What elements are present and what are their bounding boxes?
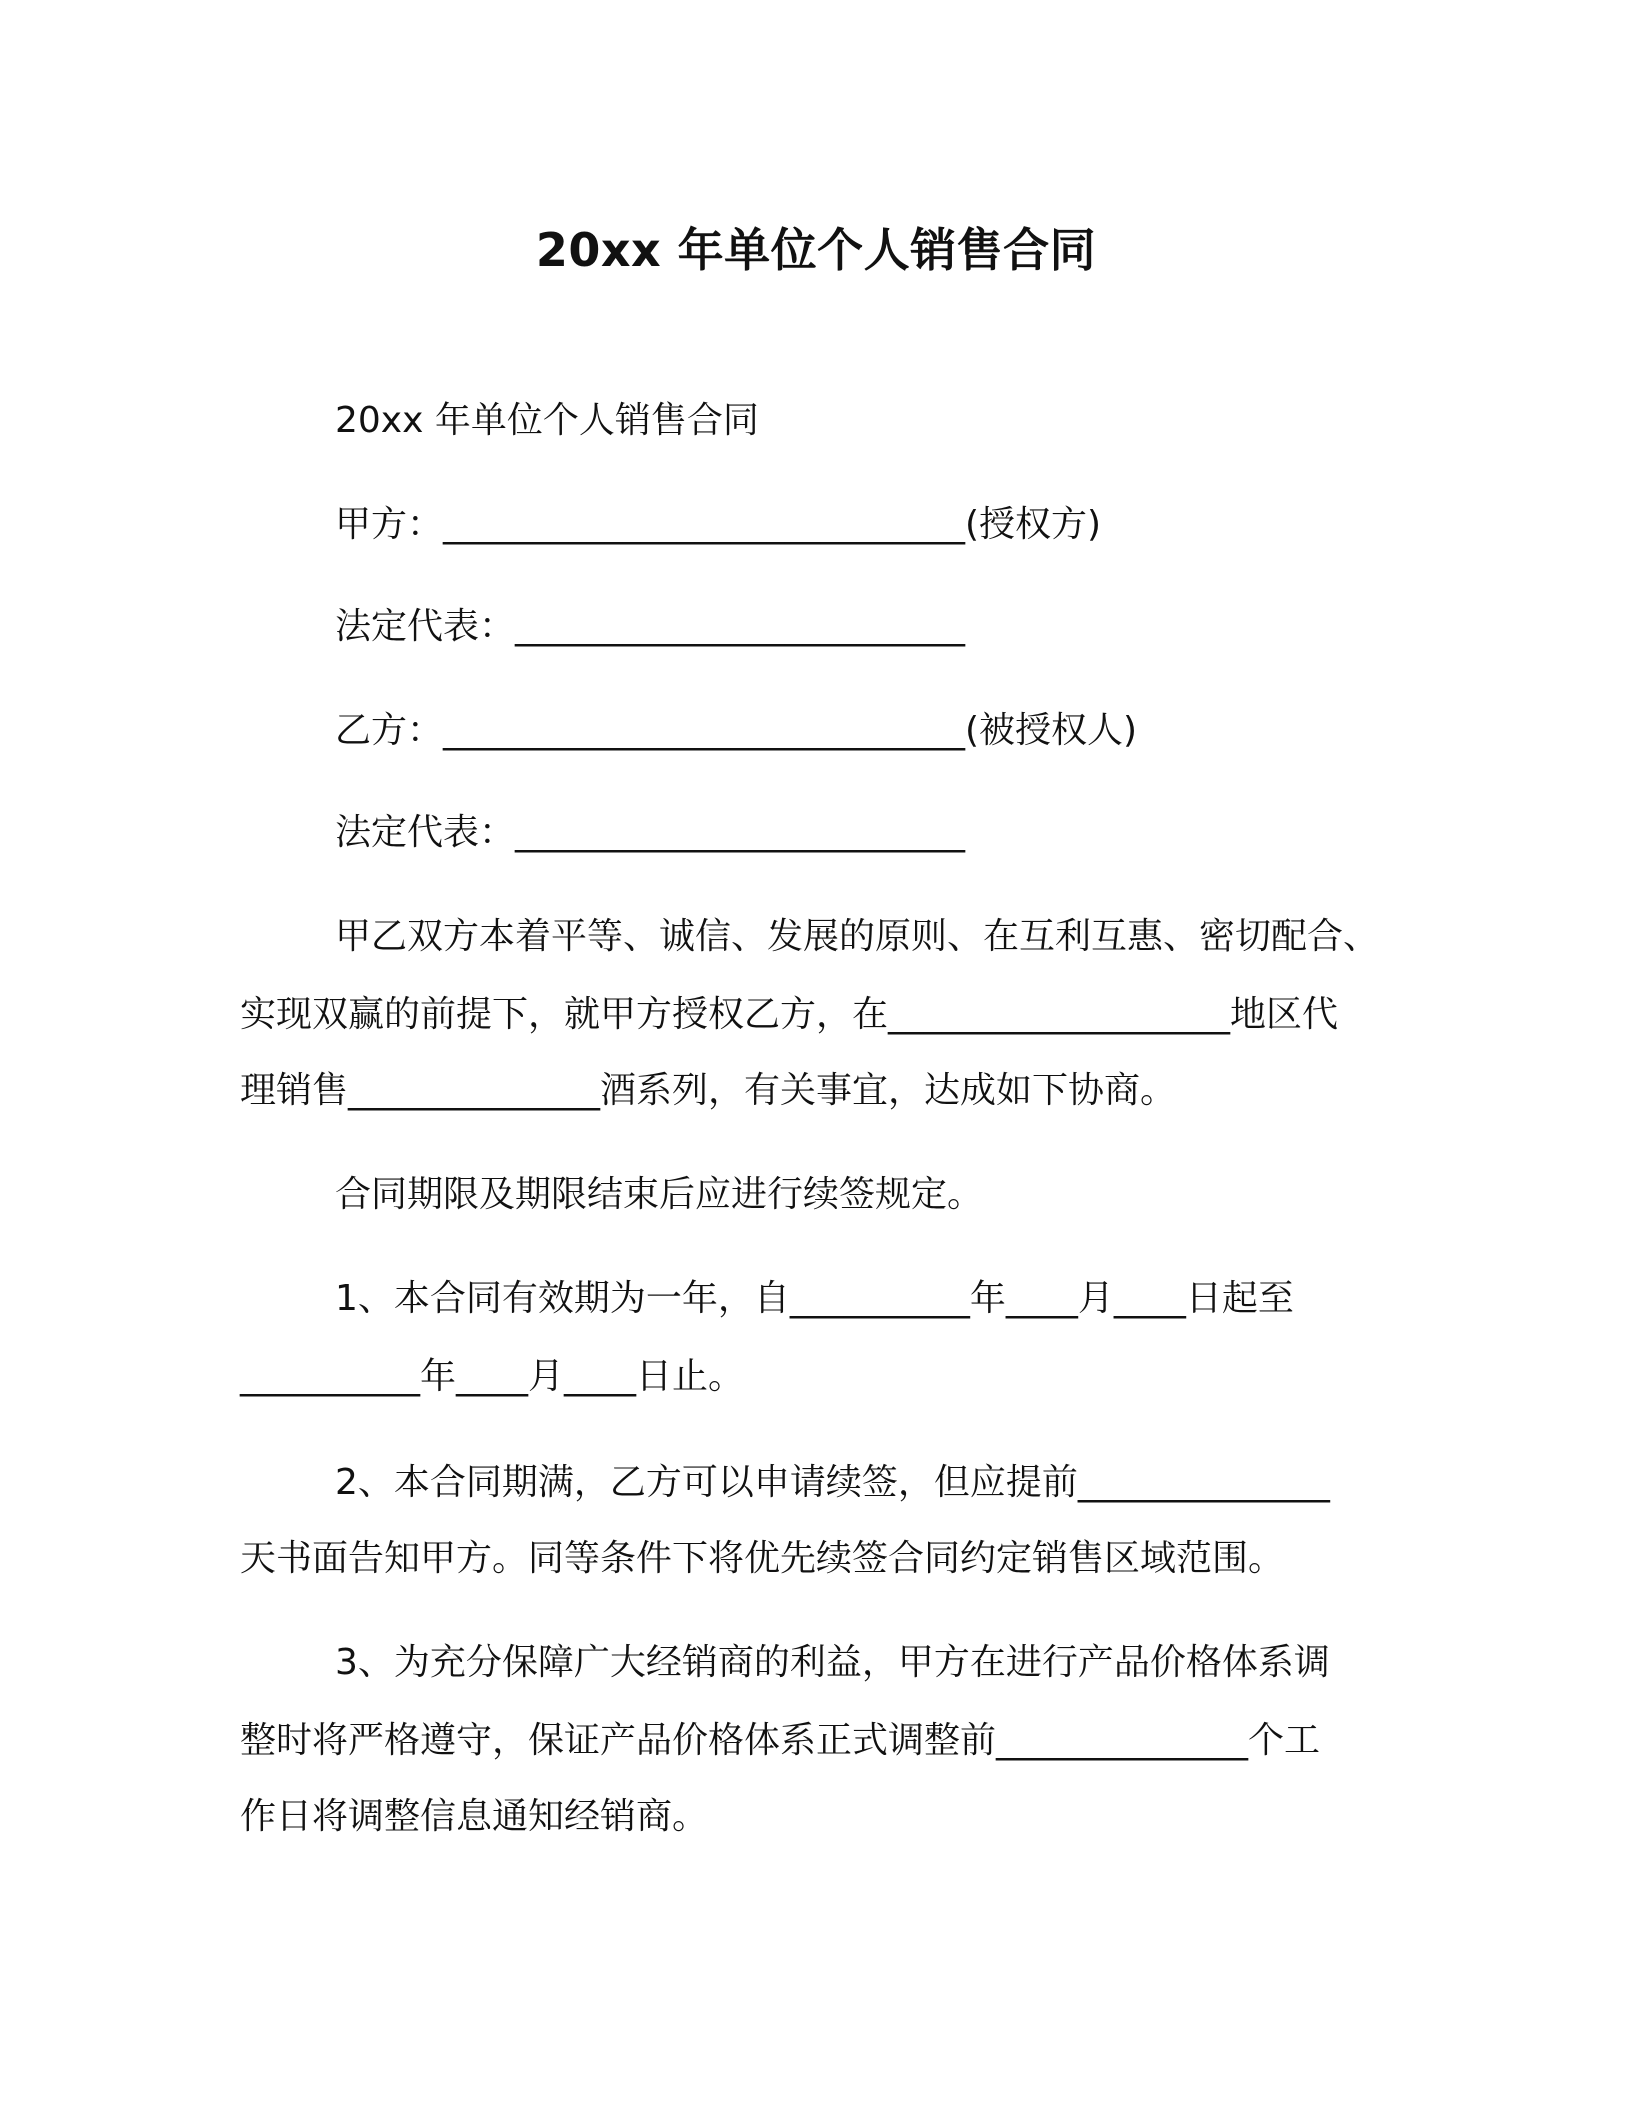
document-title: 20xx 年单位个人销售合同 [535,223,1097,277]
party-b-representative-line: 法定代表：_________________________ [335,812,966,853]
paragraph-line: 甲乙双方本着平等、诚信、发展的原则、在互利互惠、密切配合、 [335,916,1380,957]
paragraph-line: 天书面告知甲方。同等条件下将优先续签合同约定销售区域范围。 [240,1538,1285,1579]
subtitle-line: 20xx 年单位个人销售合同 [335,400,759,441]
paragraph-line: 1、本合同有效期为一年，自__________年____月____日起至 [335,1278,1294,1319]
paragraph-line: 理销售______________酒系列，有关事宜，达成如下协商。 [240,1070,1177,1111]
party-a-line: 甲方：_____________________________(授权方) [335,504,1102,545]
party-b-line: 乙方：_____________________________(被授权人) [335,710,1138,751]
paragraph-line: 3、为充分保障广大经销商的利益，甲方在进行产品价格体系调 [335,1642,1330,1683]
paragraph-line: 2、本合同期满，乙方可以申请续签，但应提前______________ [335,1462,1330,1503]
paragraph-line: __________年____月____日止。 [240,1356,745,1397]
paragraph-line: 合同期限及期限结束后应进行续签规定。 [335,1174,984,1215]
paragraph-line: 整时将严格遵守，保证产品价格体系正式调整前______________个工 [240,1720,1321,1761]
party-a-representative-line: 法定代表：_________________________ [335,606,966,647]
paragraph-line: 实现双赢的前提下，就甲方授权乙方，在___________________地区代 [240,994,1339,1035]
paragraph-line: 作日将调整信息通知经销商。 [240,1796,709,1837]
